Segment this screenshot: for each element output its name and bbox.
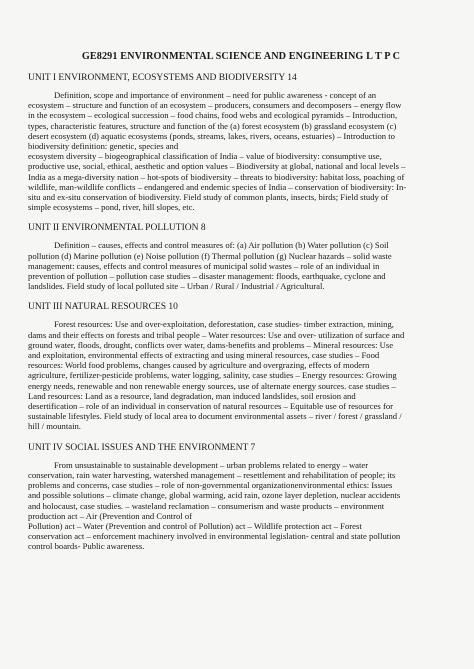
text-line: From unsustainable to sustainable development – urban problems related to energy – water xyxy=(54,459,369,470)
text-line: Pollution) act – Water (Prevention and control of Pollution) act – Wildlife protection act – Forest xyxy=(28,520,362,531)
unit-heading-3: UNIT III NATURAL RESOURCES 10 xyxy=(28,302,178,313)
unit-body-1 xyxy=(28,90,454,212)
text-line: conservation act – enforcement machinery involved in environmental legislation- central and state pollution xyxy=(28,531,401,542)
unit-body-3 xyxy=(28,319,454,431)
document-title: GE8291 ENVIRONMENTAL SCIENCE AND ENGINEERING L T P C xyxy=(81,51,401,62)
text-line: resources: World food problems, changes caused by agriculture and overgrazing, effects of modern xyxy=(28,360,370,371)
unit-body-4 xyxy=(28,460,454,552)
text-line: and possible solutions – climate change, global warming, acid rain, ozone layer depletion, nuclear accidents xyxy=(28,490,401,501)
unit-body-2 xyxy=(28,240,454,291)
text-line: desertification – role of an individual in conservation of natural resources – Equitable use of resources for xyxy=(28,401,394,412)
text-line: dams and their effects on forests and tribal people – Water resources: Use and over- utilization of surface and xyxy=(28,329,405,340)
text-line: Definition, scope and importance of environment – need for public awareness - concept of an xyxy=(54,90,377,100)
text-line: agriculture, fertilizer-pesticide problems, water logging, salinity, case studies – Energy resources: Growing xyxy=(28,370,397,381)
text-line: Forest resources: Use and over-exploitation, deforestation, case studies- timber extraction, mining, xyxy=(54,319,394,330)
text-line: and exploitation, environmental effects of extracting and using mineral resources, case studies – Food xyxy=(28,350,380,361)
unit-heading-2: UNIT II ENVIRONMENTAL POLLUTION 8 xyxy=(28,223,206,234)
text-line: in the ecosystem – ecological succession – food chains, food webs and ecological pyramids – Introduction, xyxy=(28,110,398,121)
text-line: landslides. Field study of local polluted site – Urban / Rural / Industrial / Agricultural. xyxy=(28,281,325,292)
text-line: hill / mountain. xyxy=(28,421,81,432)
unit-heading-1: UNIT I ENVIRONMENT, ECOSYSTEMS AND BIODIVERSITY 14 xyxy=(28,73,297,83)
unit-heading-4: UNIT IV SOCIAL ISSUES AND THE ENVIRONMENT 7 xyxy=(28,442,256,453)
text-line: energy needs, renewable and non renewable energy sources, use of alternate energy sources. case studies – xyxy=(28,380,396,391)
text-line: Definition – causes, effects and control measures of: (a) Air pollution (b) Water pollution (c) Soil xyxy=(54,240,389,251)
text-line: production act – Air (Prevention and Control of xyxy=(28,510,193,521)
text-line: desert ecosystem (d) aquatic ecosystems (ponds, streams, lakes, rivers, oceans, estuaries) – Introduction to xyxy=(28,130,395,141)
text-line: prevention of pollution – pollution case studies – disaster management: floods, earthquake, cyclone and xyxy=(28,271,386,282)
text-line: types, characteristic features, structure and function of the (a) forest ecosystem (b) grassland ecosystem (c) xyxy=(28,120,397,131)
unit-section-3 xyxy=(28,301,454,431)
unit-section-4 xyxy=(28,442,454,552)
text-line: control boards- Public awareness. xyxy=(28,541,145,552)
text-line: problems and concerns, case studies – role of non-governmental organizationenvironmental ethics: Issues xyxy=(28,480,393,491)
unit-section-1 xyxy=(28,72,454,212)
text-line: ecosystem diversity – biogeographical classification of India – value of biodiversity: consumptive use, xyxy=(28,151,382,162)
text-line: conservation, rain water harvesting, watershed management – resettlement and rehabilitation of people; its xyxy=(28,469,396,480)
text-line: situ and ex-situ conservation of biodiversity. Field study of common plants, insects, birds; Field study of xyxy=(28,192,389,203)
text-line: management: causes, effects and control measures of municipal solid wastes – role of an individual in xyxy=(28,260,380,271)
text-line: and holocaust, case studies. – wasteland reclamation – consumerism and waste products – environment xyxy=(28,500,385,511)
text-line: simple ecosystems – pond, river, hill slopes, etc. xyxy=(28,202,195,213)
text-line: India as a mega-diversity nation – hot-spots of biodiversity – threats to biodiversity: habitat loss, poaching of xyxy=(28,171,405,182)
text-line: Land resources: Land as a resource, land degradation, man induced landslides, soil erosion and xyxy=(28,390,356,401)
unit-section-2 xyxy=(28,222,454,291)
text-line: ecosystem – structure and function of an ecosystem – producers, consumers and decomposers – energy flow xyxy=(28,100,402,111)
text-line: sustainable lifestyles. Field study of local area to document environmental assets – river / forest / grassland / xyxy=(28,411,402,422)
text-line: productive use, social, ethical, aesthetic and option values – Biodiversity at global, national and local levels – xyxy=(28,161,406,172)
text-line: biodiversity definition: genetic, species and xyxy=(28,141,179,152)
text-line: pollution (d) Marine pollution (e) Noise pollution (f) Thermal pollution (g) Nuclear hazards – solid waste xyxy=(28,250,392,261)
text-line: wildlife, man-wildlife conflicts – endangered and endemic species of India – conservation of biodiversity: In- xyxy=(28,181,407,192)
text-line: ground water, floods, drought, conflicts over water, dams-benefits and problems – Mineral resources: Use xyxy=(28,339,394,350)
